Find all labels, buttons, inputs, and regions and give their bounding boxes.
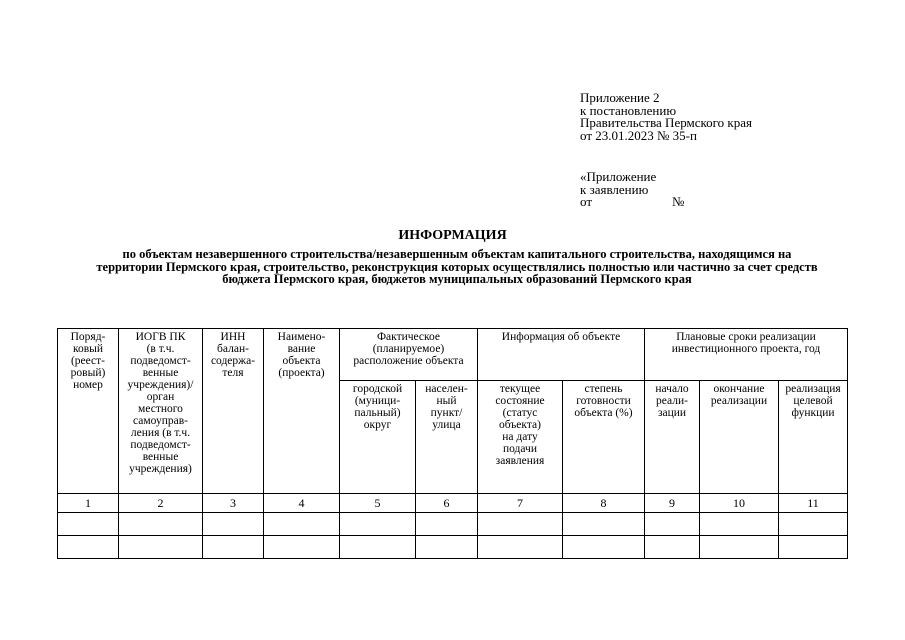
column-number: 9 [645, 494, 700, 513]
table-cell[interactable] [563, 513, 645, 536]
table-cell[interactable] [119, 513, 203, 536]
appendix-line: к постановлению [580, 102, 677, 118]
table-cell[interactable] [119, 536, 203, 559]
appendix-line: Приложение 2 [580, 90, 660, 105]
table-cell[interactable] [416, 513, 478, 536]
table-cell[interactable] [264, 513, 340, 536]
column-number: 4 [264, 494, 340, 513]
header-start: начало реали- зации [645, 381, 700, 494]
table-cell[interactable] [779, 513, 848, 536]
header-inn: ИНН балан- содержа- теля [203, 329, 264, 494]
appendix-line: Правительства Пермского края [580, 115, 752, 130]
header-district: городской (муници- пальный) округ [340, 381, 416, 494]
table-cell[interactable] [58, 536, 119, 559]
header-end: окончание реализации [700, 381, 779, 494]
table-cell[interactable] [478, 513, 563, 536]
table-cell[interactable] [645, 513, 700, 536]
column-number: 3 [203, 494, 264, 513]
table-row [58, 513, 848, 536]
header-location-group: Фактическое (планируемое) расположение объекта [340, 329, 478, 381]
table-cell[interactable] [700, 513, 779, 536]
table-cell[interactable] [700, 536, 779, 559]
header-authority: ИОГВ ПК (в т.ч. подведомст- венные учреждения)/ орган местного самоуправ- ления (в т.ч. подведомст- венные учреждения) [119, 329, 203, 494]
appendix2-line: к заявлению [580, 181, 649, 197]
table-cell[interactable] [645, 536, 700, 559]
header-locality: населен- ный пункт/ улица [416, 381, 478, 494]
table-row [58, 536, 848, 559]
column-number: 6 [416, 494, 478, 513]
header-info-group: Информация об объекте [478, 329, 645, 381]
table-cell[interactable] [340, 513, 416, 536]
application-appendix-header [580, 169, 685, 209]
header-object-name: Наимено- вание объекта (проекта) [264, 329, 340, 494]
table-cell[interactable] [203, 513, 264, 536]
column-number: 1 [58, 494, 119, 513]
column-number: 7 [478, 494, 563, 513]
table-cell[interactable] [340, 536, 416, 559]
table-cell[interactable] [563, 536, 645, 559]
header-readiness: степень готовности объекта (%) [563, 381, 645, 494]
column-number: 11 [779, 494, 848, 513]
appendix2-number-sign: № [672, 194, 685, 209]
table-cell[interactable] [264, 536, 340, 559]
appendix2-from-label: от [580, 194, 593, 209]
column-number: 8 [563, 494, 645, 513]
table-cell[interactable] [416, 536, 478, 559]
appendix-header [580, 92, 752, 142]
table-cell[interactable] [779, 536, 848, 559]
header-order-number: Поряд- ковый (реест- ровый) номер [58, 329, 119, 494]
appendix2-line: «Приложение [580, 169, 657, 184]
table-cell[interactable] [58, 513, 119, 536]
column-number: 10 [700, 494, 779, 513]
document-title: ИНФОРМАЦИЯ [398, 228, 507, 243]
info-table [57, 328, 848, 559]
column-number: 5 [340, 494, 416, 513]
appendix-date-line: от 23.01.2023 № 35-п [580, 127, 697, 143]
document-subtitle: по объектам незавершенного строительства/незавершенным объектам капитального строительства, находящимся на территории Пермского края, строительство, реконструкция которых осуществлялись полностью или частично за счет средств бюджета Пермского края, бюджетов муниципальных образований Пермского края [96, 247, 818, 286]
column-number-row [58, 494, 848, 513]
header-terms-group: Плановые сроки реализации инвестиционного проекта, год [645, 329, 848, 381]
table-cell[interactable] [478, 536, 563, 559]
table-cell[interactable] [203, 536, 264, 559]
column-number: 2 [119, 494, 203, 513]
header-status: текущее состояние (статус объекта) на дату подачи заявления [478, 381, 563, 494]
header-target-function: реализация целевой функции [779, 381, 848, 494]
appendix2-from-row [580, 194, 685, 209]
